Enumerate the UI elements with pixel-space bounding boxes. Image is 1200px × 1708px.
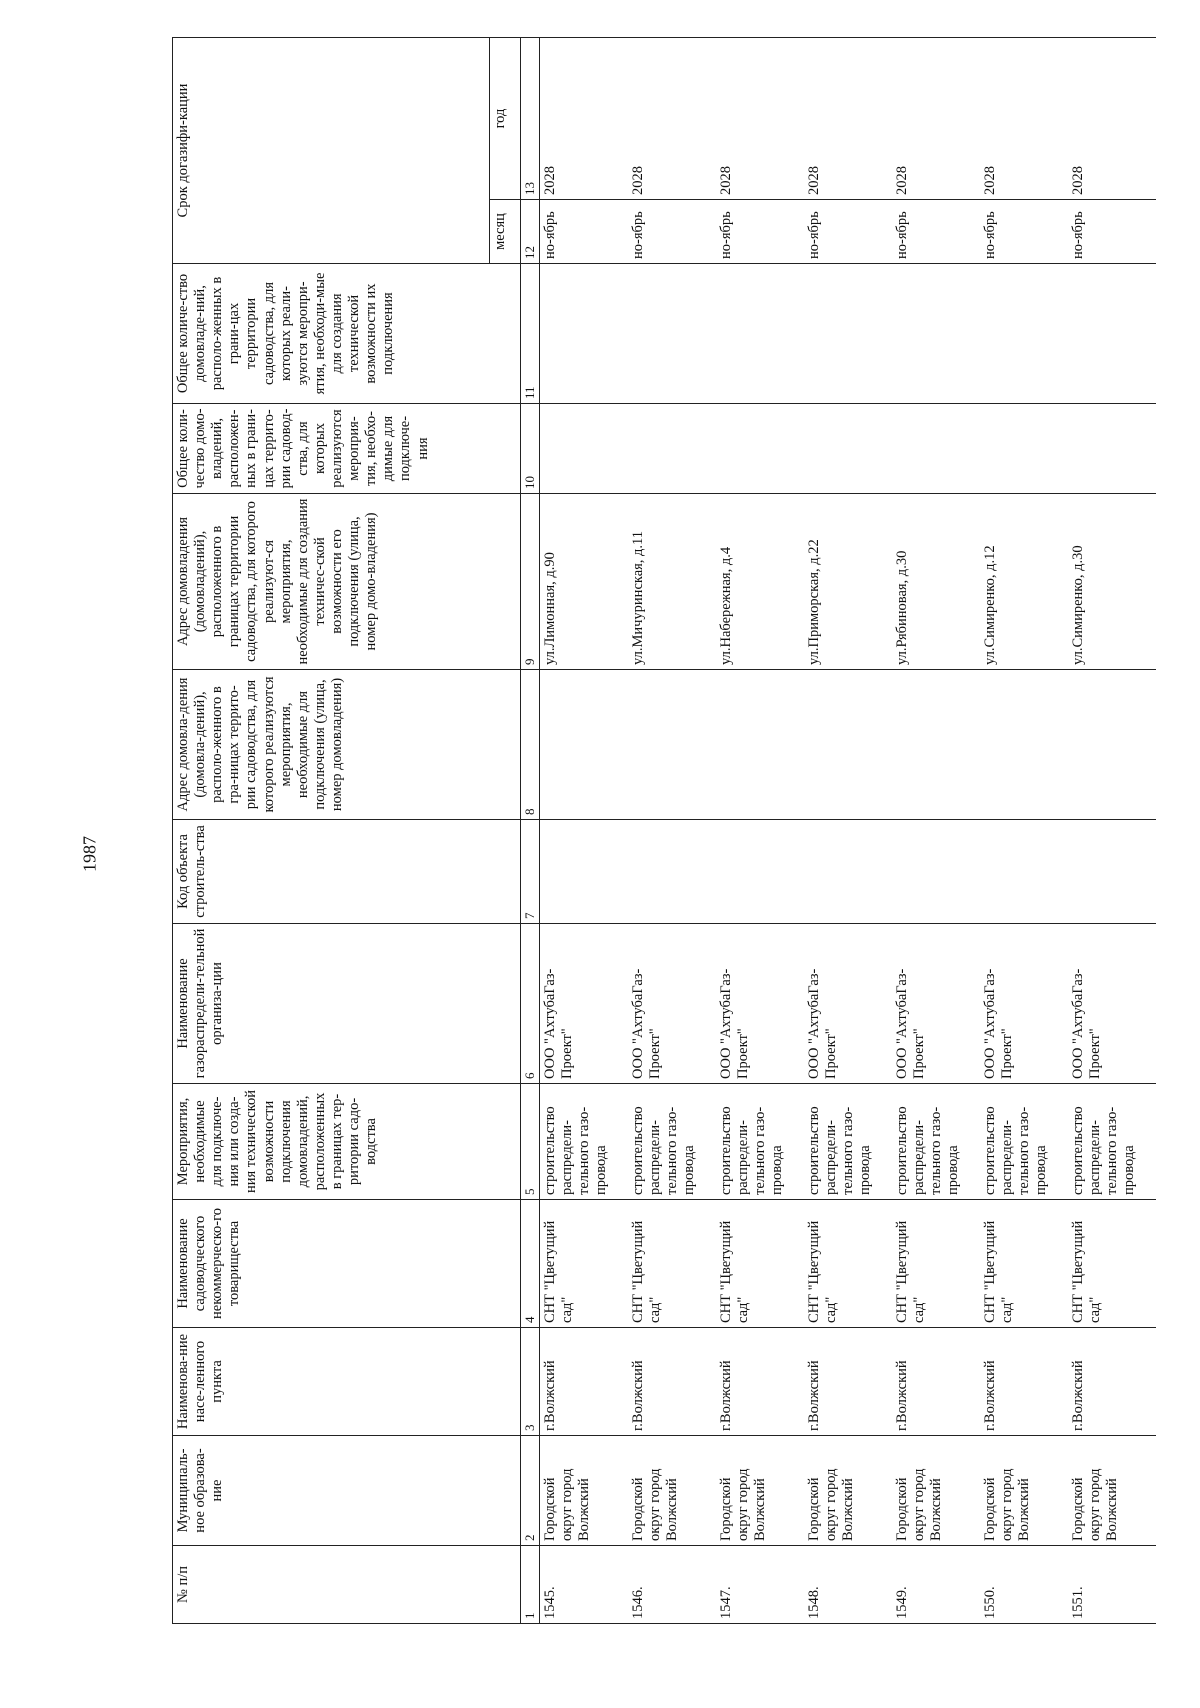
cell-locality: г.Волжский (892, 1328, 980, 1436)
cell-snt: СНТ "Цветущий сад" (628, 1200, 716, 1328)
cell-municipality: Городской округ город Волжский (980, 1436, 1068, 1546)
cell-addr-create: ул.Рябиновая, д.30 (892, 494, 980, 670)
cell-locality: г.Волжский (540, 1328, 629, 1436)
cell-count-connect (1068, 404, 1156, 494)
cell-year: 2028 (628, 38, 716, 200)
column-number-cell: 8 (521, 670, 540, 820)
cell-count-create (716, 264, 804, 404)
cell-municipality: Городской округ город Волжский (892, 1436, 980, 1546)
cell-municipality: Городской округ город Волжский (716, 1436, 804, 1546)
cell-addr-connect (892, 670, 980, 820)
column-number-cell: 9 (521, 494, 540, 670)
cell-month: но-ябрь (980, 200, 1068, 264)
table-row (540, 38, 629, 1624)
table-row (980, 38, 1068, 1624)
cell-code (804, 820, 892, 924)
gasification-table (172, 37, 1156, 1624)
cell-month: но-ябрь (628, 200, 716, 264)
cell-locality: г.Волжский (716, 1328, 804, 1436)
cell-no: 1550. (980, 1546, 1068, 1624)
header-code: Код объекта строитель-ства (173, 820, 521, 924)
cell-org: ООО "АхтубаГаз-Проект" (892, 924, 980, 1084)
cell-measures: строительство распредели-тельного газо-провода (804, 1084, 892, 1200)
cell-addr-create: ул.Приморская, д.22 (804, 494, 892, 670)
header-locality: Наименова-ние насе-ленного пункта (173, 1328, 521, 1436)
header-addr-create: Адрес домовладения (домовладений), расположенного в границах территории садоводства, для которого реализуют-ся мероприятия, необходимые для создания техничес-ской возможности его подключения (улица, номер домо-владения) (173, 494, 521, 670)
table-row (628, 38, 716, 1624)
column-number-cell: 3 (521, 1328, 540, 1436)
cell-municipality: Городской округ город Волжский (628, 1436, 716, 1546)
cell-addr-create: ул.Набережная, д.4 (716, 494, 804, 670)
header-municipality: Муниципаль-ное образова-ние (173, 1436, 521, 1546)
cell-year: 2028 (980, 38, 1068, 200)
cell-count-create (980, 264, 1068, 404)
cell-locality: г.Волжский (804, 1328, 892, 1436)
cell-no: 1547. (716, 1546, 804, 1624)
table-row (1068, 38, 1156, 1624)
cell-snt: СНТ "Цветущий сад" (804, 1200, 892, 1328)
cell-code (628, 820, 716, 924)
cell-count-connect (980, 404, 1068, 494)
cell-count-create (628, 264, 716, 404)
cell-count-connect (804, 404, 892, 494)
cell-addr-connect (980, 670, 1068, 820)
cell-count-connect (892, 404, 980, 494)
column-number-cell: 4 (521, 1200, 540, 1328)
cell-snt: СНТ "Цветущий сад" (892, 1200, 980, 1328)
cell-addr-create: ул.Лимонная, д.90 (540, 494, 629, 670)
cell-count-connect (716, 404, 804, 494)
header-snt: Наименование садоводческого некоммерческо-го товарищества (173, 1200, 521, 1328)
column-number-cell: 12 (521, 200, 540, 264)
cell-locality: г.Волжский (628, 1328, 716, 1436)
column-number-cell: 13 (521, 38, 540, 200)
header-deadline: Срок догазифи-кации (173, 38, 490, 264)
rotated-table-wrapper (172, 38, 1138, 1624)
cell-no: 1551. (1068, 1546, 1156, 1624)
page-number: 1987 (79, 836, 100, 872)
cell-org: ООО "АхтубаГаз-Проект" (980, 924, 1068, 1084)
header-no: № п/п (173, 1546, 521, 1624)
cell-addr-create: ул.Симиренко, д.12 (980, 494, 1068, 670)
header-month: месяц (490, 200, 521, 264)
cell-no: 1548. (804, 1546, 892, 1624)
column-number-cell: 1 (521, 1546, 540, 1624)
cell-measures: строительство распредели-тельного газо-провода (628, 1084, 716, 1200)
cell-year: 2028 (892, 38, 980, 200)
column-number-cell: 11 (521, 264, 540, 404)
cell-org: ООО "АхтубаГаз-Проект" (628, 924, 716, 1084)
cell-addr-connect (804, 670, 892, 820)
cell-code (892, 820, 980, 924)
cell-municipality: Городской округ город Волжский (804, 1436, 892, 1546)
cell-municipality: Городской округ город Волжский (540, 1436, 629, 1546)
cell-snt: СНТ "Цветущий сад" (980, 1200, 1068, 1328)
cell-month: но-ябрь (892, 200, 980, 264)
table-row (804, 38, 892, 1624)
cell-measures: строительство распредели-тельного газо-провода (540, 1084, 629, 1200)
cell-no: 1549. (892, 1546, 980, 1624)
cell-snt: СНТ "Цветущий сад" (716, 1200, 804, 1328)
cell-addr-connect (1068, 670, 1156, 820)
cell-month: но-ябрь (804, 200, 892, 264)
cell-count-connect (628, 404, 716, 494)
cell-municipality: Городской округ город Волжский (1068, 1436, 1156, 1546)
column-number-cell: 7 (521, 820, 540, 924)
cell-no: 1545. (540, 1546, 629, 1624)
cell-month: но-ябрь (540, 200, 629, 264)
cell-count-create (540, 264, 629, 404)
cell-year: 2028 (804, 38, 892, 200)
header-count-create: Общее количе-ство домовладе-ний, располо-женных в грани-цах территории садоводства, для которых реали-зуются меропри-ятия, необходи-мые для создания технической возможности их подключения (173, 264, 521, 404)
cell-month: но-ябрь (1068, 200, 1156, 264)
cell-snt: СНТ "Цветущий сад" (1068, 1200, 1156, 1328)
cell-code (1068, 820, 1156, 924)
cell-org: ООО "АхтубаГаз-Проект" (1068, 924, 1156, 1084)
cell-count-create (1068, 264, 1156, 404)
cell-no: 1546. (628, 1546, 716, 1624)
cell-addr-connect (628, 670, 716, 820)
cell-year: 2028 (540, 38, 629, 200)
cell-addr-create: ул.Симиренко, д.30 (1068, 494, 1156, 670)
cell-addr-connect (540, 670, 629, 820)
cell-count-create (804, 264, 892, 404)
column-number-cell: 6 (521, 924, 540, 1084)
cell-year: 2028 (1068, 38, 1156, 200)
table-row (892, 38, 980, 1624)
cell-measures: строительство распредели-тельного газо-провода (892, 1084, 980, 1200)
header-year: год (490, 38, 521, 200)
cell-addr-connect (716, 670, 804, 820)
header-org: Наименование газораспредели-тельной организа-ции (173, 924, 521, 1084)
cell-measures: строительство распредели-тельного газо-провода (1068, 1084, 1156, 1200)
cell-year: 2028 (716, 38, 804, 200)
cell-code (980, 820, 1068, 924)
cell-org: ООО "АхтубаГаз-Проект" (804, 924, 892, 1084)
column-number-cell: 10 (521, 404, 540, 494)
column-number-row (521, 38, 540, 1624)
cell-measures: строительство распредели-тельного газо-провода (716, 1084, 804, 1200)
header-count-connect: Общее коли-чество домо-владений, расположен-ных в грани-цах террито-рии садовод-ства, для которых реализуются мероприя-тия, необхо-димые для подключе-ния (173, 404, 521, 494)
cell-snt: СНТ "Цветущий сад" (540, 1200, 629, 1328)
table-body (540, 38, 1157, 1624)
column-number-cell: 2 (521, 1436, 540, 1546)
header-addr-connect: Адрес домовла-дения (домовла-дений), располо-женного в гра-ницах террито-рии садоводства, для которого реализуются мероприятия, необходимые для подключения (улица, номер домовладения) (173, 670, 521, 820)
cell-count-create (892, 264, 980, 404)
header-measures: Мероприятия, необходимые для подключе-ния или созда-ния технической возможности подключения домовладений, расположенных в границах тер-ритории садо-водства (173, 1084, 521, 1200)
cell-addr-create: ул.Мичуринская, д.11 (628, 494, 716, 670)
cell-month: но-ябрь (716, 200, 804, 264)
cell-locality: г.Волжский (1068, 1328, 1156, 1436)
cell-locality: г.Волжский (980, 1328, 1068, 1436)
cell-count-connect (540, 404, 629, 494)
cell-measures: строительство распредели-тельного газо-провода (980, 1084, 1068, 1200)
column-number-cell: 5 (521, 1084, 540, 1200)
cell-code (540, 820, 629, 924)
table-row (716, 38, 804, 1624)
cell-org: ООО "АхтубаГаз-Проект" (540, 924, 629, 1084)
cell-org: ООО "АхтубаГаз-Проект" (716, 924, 804, 1084)
table-header (173, 38, 540, 1624)
cell-code (716, 820, 804, 924)
